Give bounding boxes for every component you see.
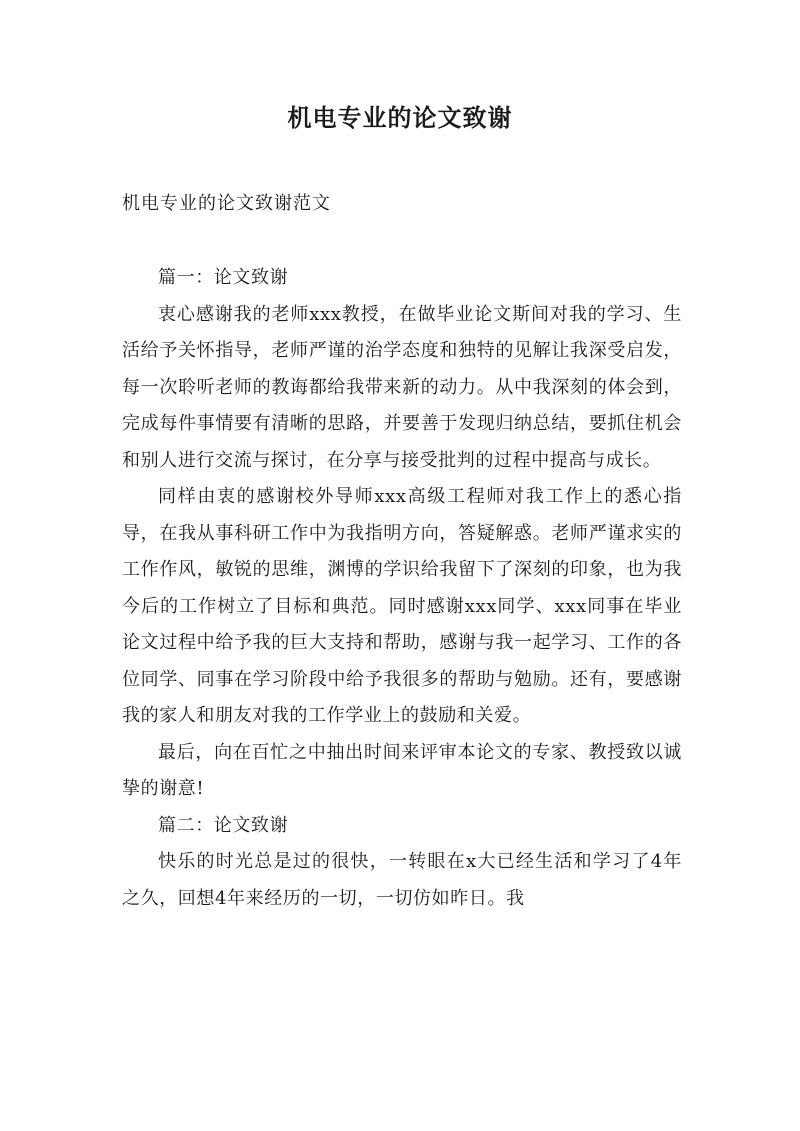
document-title: 机电专业的论文致谢 [287, 104, 513, 132]
document-body [122, 260, 682, 917]
document-subtitle: 机电专业的论文致谢范文 [122, 193, 331, 214]
paragraph-2: 同样由衷的感谢校外导师xxx高级工程师对我工作上的悉心指导，在我从事科研工作中为我指明方向，答疑解惑。老师严谨求实的工作作风，敏锐的思维，渊博的学识给我留下了深刻的印象，也为我今后的工作树立了目标和典范。同时感谢xxx同学、xxx同事在毕业论文过程中给予我的巨大支持和帮助，感谢与我一起学习、工作的各位同学、同事在学习阶段中给予我很多的帮助与勉励。还有，要感谢我的家人和朋友对我的工作学业上的鼓励和关爱。 [122, 486, 682, 726]
paragraph-4: 快乐的时光总是过的很快，一转眼在x大已经生活和学习了4年之久，回想4年来经历的一切，一切仿如昨日。我 [122, 851, 682, 909]
section-heading-1: 篇一：论文致谢 [158, 267, 289, 288]
section-heading-2: 篇二：论文致谢 [158, 814, 289, 836]
paragraph-3: 最后，向在百忙之中抽出时间来评审本论文的专家、教授致以诚挚的谢意! [122, 741, 682, 799]
paragraph-1: 衷心感谢我的老师xxx教授，在做毕业论文斯间对我的学习、生活给予关怀指导，老师严谨的治学态度和独特的见解让我深受启发，每一次聆听老师的教诲都给我带来新的动力。从中我深刻的体会到，完成每件事情要有清晰的思路，并要善于发现归纳总结，要抓住机会和别人进行交流与探讨，在分享与接受批判的过程中提高与成长。 [122, 303, 682, 471]
